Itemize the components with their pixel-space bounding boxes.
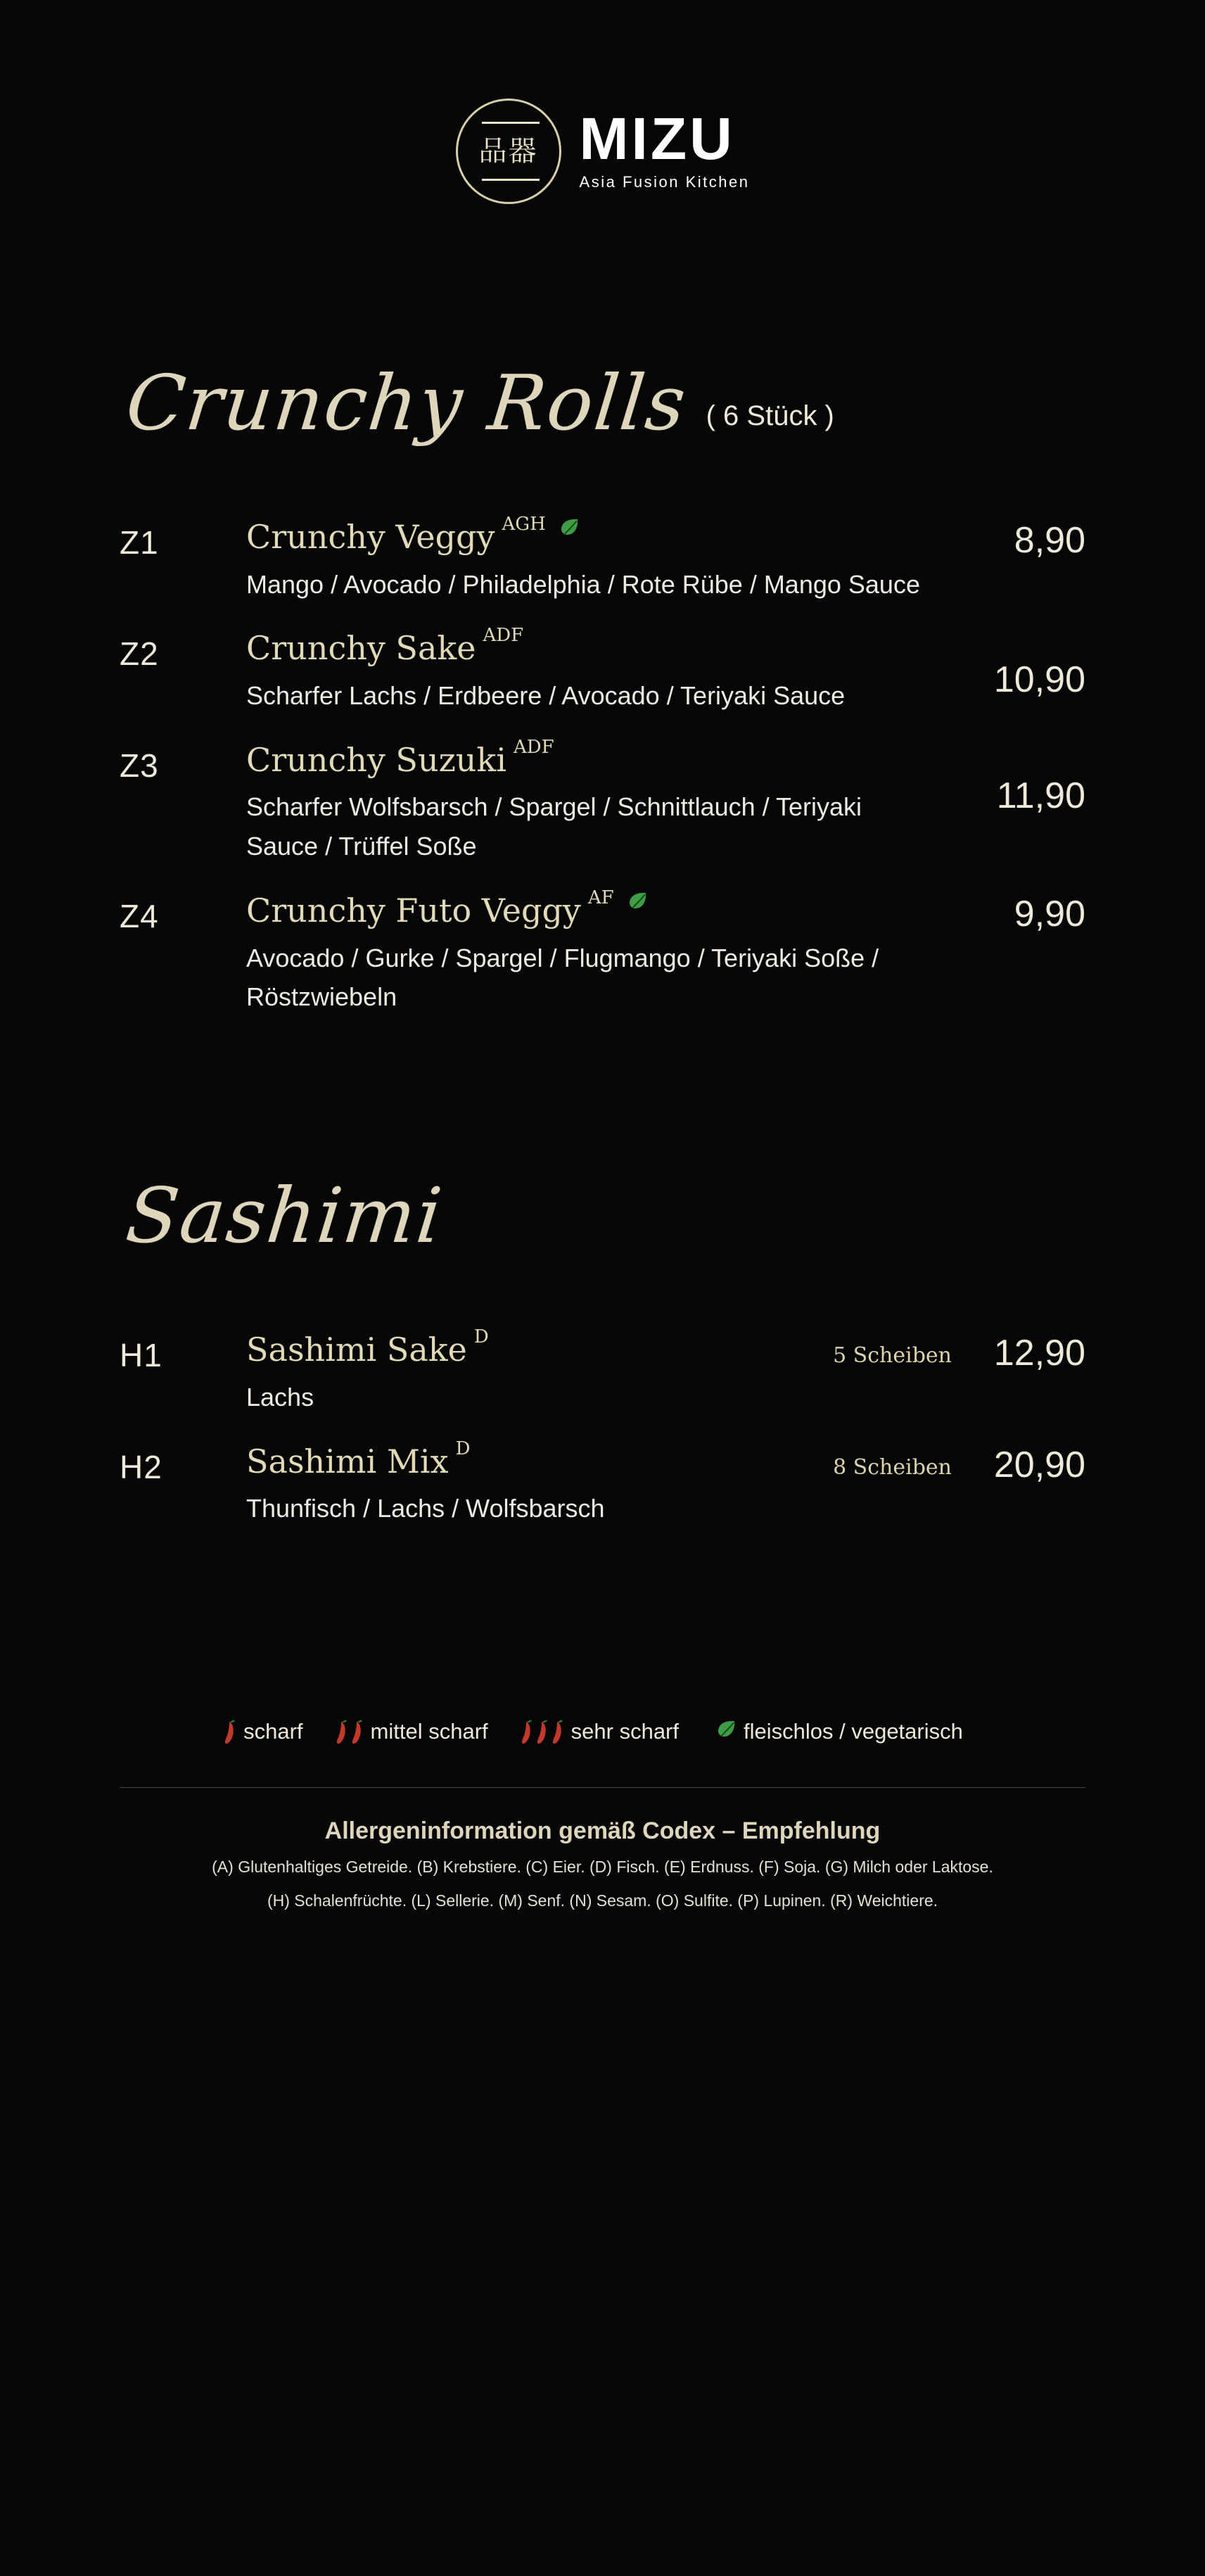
item-allergens: AGH <box>502 514 546 535</box>
legend-item-vegetarisch <box>710 1719 963 1744</box>
footer-spacer <box>0 1913 1205 2033</box>
chili-2-icon <box>334 1718 364 1745</box>
item-description: Lachs <box>246 1382 314 1411</box>
item-name: Crunchy Futo Veggy <box>246 891 581 929</box>
item-code: Z1 <box>120 524 159 561</box>
chili-3-icon <box>519 1718 564 1745</box>
item-code: Z3 <box>120 747 159 784</box>
item-allergens: D <box>473 1326 489 1348</box>
brand-text <box>579 106 750 191</box>
menu-item <box>120 1438 1085 1528</box>
leaf-icon <box>715 1718 737 1739</box>
legend-item-scharf <box>222 1718 302 1745</box>
item-code: Z4 <box>120 897 159 934</box>
brand-header <box>0 0 1205 204</box>
brand-tagline: Asia Fusion Kitchen <box>579 172 750 191</box>
chili-1-icon <box>222 1718 236 1745</box>
legend-item-sehr-scharf <box>519 1718 679 1745</box>
allergen-title: Allergeninformation gemäß Codex – Empfehlung <box>324 1817 881 1844</box>
item-name: Crunchy Suzuki <box>246 740 507 779</box>
item-price: 8,90 <box>1014 520 1085 561</box>
section-header <box>122 1172 1085 1261</box>
legend-item-mittel-scharf <box>334 1718 488 1745</box>
menu-item <box>120 625 1085 715</box>
item-count: 8 Scheiben <box>833 1454 952 1480</box>
logo-bar-top <box>482 122 540 124</box>
section-title: Sashimi <box>122 1172 447 1261</box>
brand-name: MIZU <box>579 106 735 172</box>
mizu-logo-icon <box>456 99 561 204</box>
item-allergens: ADF <box>483 625 524 647</box>
item-price: 12,90 <box>993 1333 1085 1374</box>
section-header <box>122 360 1085 448</box>
item-name: Crunchy Veggy <box>246 518 495 556</box>
menu-item <box>120 514 1085 604</box>
item-allergens: D <box>455 1438 471 1459</box>
item-price: 11,90 <box>996 775 1085 816</box>
item-count: 5 Scheiben <box>833 1343 952 1369</box>
section-title: Crunchy Rolls <box>122 360 691 448</box>
section-crunchy-rolls <box>0 360 1205 1017</box>
menu-item <box>120 1326 1085 1416</box>
item-name: Sashimi Sake <box>246 1331 467 1369</box>
footer-divider <box>120 1787 1085 1788</box>
legend-label: sehr scharf <box>570 1718 679 1744</box>
item-name: Crunchy Sake <box>246 629 476 668</box>
item-code: H1 <box>120 1337 162 1374</box>
item-name: Sashimi Mix <box>246 1442 449 1480</box>
menu-item <box>120 887 1085 1017</box>
legend-label: scharf <box>243 1718 303 1744</box>
logo-glyphs: 品器 <box>478 135 538 167</box>
section-note: ( 6 Stück ) <box>706 400 834 431</box>
item-price: 10,90 <box>993 659 1085 701</box>
menu-item <box>120 736 1085 866</box>
allergen-line-1: (A) Glutenhaltiges Getreide. (B) Krebstiere. (C) Eier. (D) Fisch. (E) Erdnuss. (F) Soja. (G) Milch oder Laktose. <box>212 1857 993 1876</box>
allergen-line-2: (H) Schalenfrüchte. (L) Sellerie. (M) Senf. (N) Sesam. (O) Sulfite. (P) Lupinen. (R) Weichtiere. <box>267 1891 938 1910</box>
leaf-icon <box>559 516 580 538</box>
menu-item-list <box>120 514 1085 1017</box>
item-description: Thunfisch / Lachs / Wolfsbarsch <box>246 1494 605 1523</box>
spice-legend <box>0 1718 1205 1745</box>
item-description: Scharfer Wolfsbarsch / Spargel / Schnittlauch / Teriyaki Sauce / Trüffel Soße <box>246 792 862 861</box>
item-allergens: ADF <box>514 736 554 758</box>
item-code: Z2 <box>120 635 159 673</box>
item-description: Mango / Avocado / Philadelphia / Rote Rübe / Mango Sauce <box>246 569 920 599</box>
legend-label: fleischlos / vegetarisch <box>744 1718 963 1744</box>
item-allergens: AF <box>587 887 614 908</box>
menu-item-list <box>120 1326 1085 1528</box>
section-sashimi <box>0 1172 1205 1528</box>
legend-label: mittel scharf <box>370 1718 488 1744</box>
item-code: H2 <box>120 1448 162 1485</box>
leaf-icon <box>627 890 648 911</box>
item-price: 20,90 <box>993 1444 1085 1485</box>
item-description: Scharfer Lachs / Erdbeere / Avocado / Teriyaki Sauce <box>246 680 846 710</box>
item-price: 9,90 <box>1014 893 1085 934</box>
item-description: Avocado / Gurke / Spargel / Flugmango / Teriyaki Soße / Röstzwiebeln <box>246 943 879 1012</box>
logo-bar-bottom <box>482 179 540 181</box>
